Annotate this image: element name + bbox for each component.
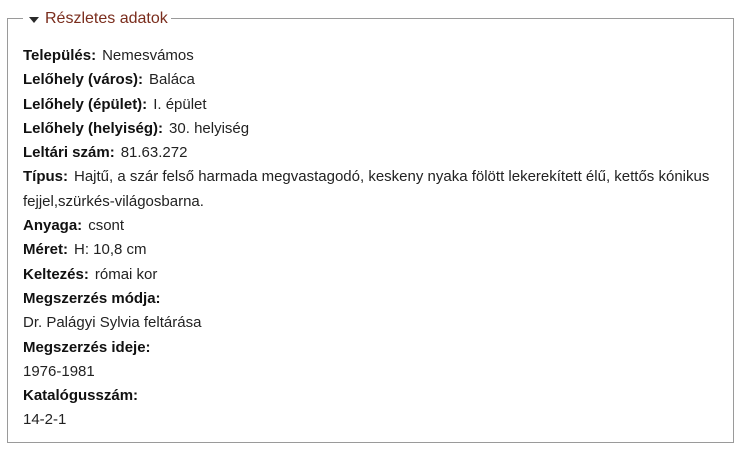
field-label: Megszerzés ideje:	[23, 338, 151, 356]
field-value: római kor	[94, 265, 158, 283]
field-value: Nemesvámos	[102, 47, 194, 64]
field-keltezes	[23, 263, 723, 287]
details-content	[23, 44, 723, 433]
field-value: H: 10,8 cm	[74, 241, 147, 259]
field-lelohely-helyiseg	[23, 117, 723, 141]
field-label: Méret:	[23, 241, 69, 259]
field-value: I. épület	[153, 95, 207, 113]
field-label: Katalógusszám:	[23, 387, 139, 405]
field-label: Lelőhely (város):	[23, 71, 144, 89]
field-meret	[23, 238, 723, 262]
field-label: Település:	[23, 47, 97, 64]
field-megszerzes-modja-label-row	[23, 287, 723, 311]
field-value: Hajtű, a szár felső harmada megvastagodó, keskeny nyaka fölött lekerekített élű, kettős kónikus fejjel,szürkés-világosbarna.	[23, 168, 710, 210]
field-value: 81.63.272	[120, 144, 188, 162]
field-anyaga	[23, 214, 723, 238]
field-label: Anyaga:	[23, 217, 83, 235]
caret-down-icon	[29, 17, 39, 23]
field-label: Megszerzés módja:	[23, 289, 161, 307]
field-value: 30. helyiség	[169, 119, 250, 137]
field-katalogusszam-label-row	[23, 384, 723, 408]
details-toggle[interactable]	[23, 8, 171, 30]
field-label: Lelőhely (helyiség):	[23, 119, 164, 137]
field-telepules	[23, 44, 723, 68]
field-value: 1976-1981	[23, 362, 95, 380]
field-label: Típus:	[23, 168, 68, 186]
field-leltari-szam	[23, 141, 723, 165]
field-value: Baláca	[149, 71, 195, 89]
details-legend-label: Részletes adatok	[45, 10, 168, 27]
field-lelohely-varos	[23, 68, 723, 92]
field-katalogusszam-value-row	[23, 408, 723, 432]
field-label: Lelőhely (épület):	[23, 95, 148, 113]
field-tipus	[23, 165, 723, 214]
field-label: Keltezés:	[23, 265, 89, 283]
field-value: Dr. Palágyi Sylvia feltárása	[23, 314, 202, 332]
field-lelohely-epulet	[23, 93, 723, 117]
field-megszerzes-modja-value-row	[23, 311, 723, 335]
field-value: csont	[88, 217, 125, 235]
field-value: 14-2-1	[23, 411, 67, 429]
field-megszerzes-ideje-value-row	[23, 360, 723, 384]
field-label: Leltári szám:	[23, 144, 115, 162]
field-megszerzes-ideje-label-row	[23, 336, 723, 360]
